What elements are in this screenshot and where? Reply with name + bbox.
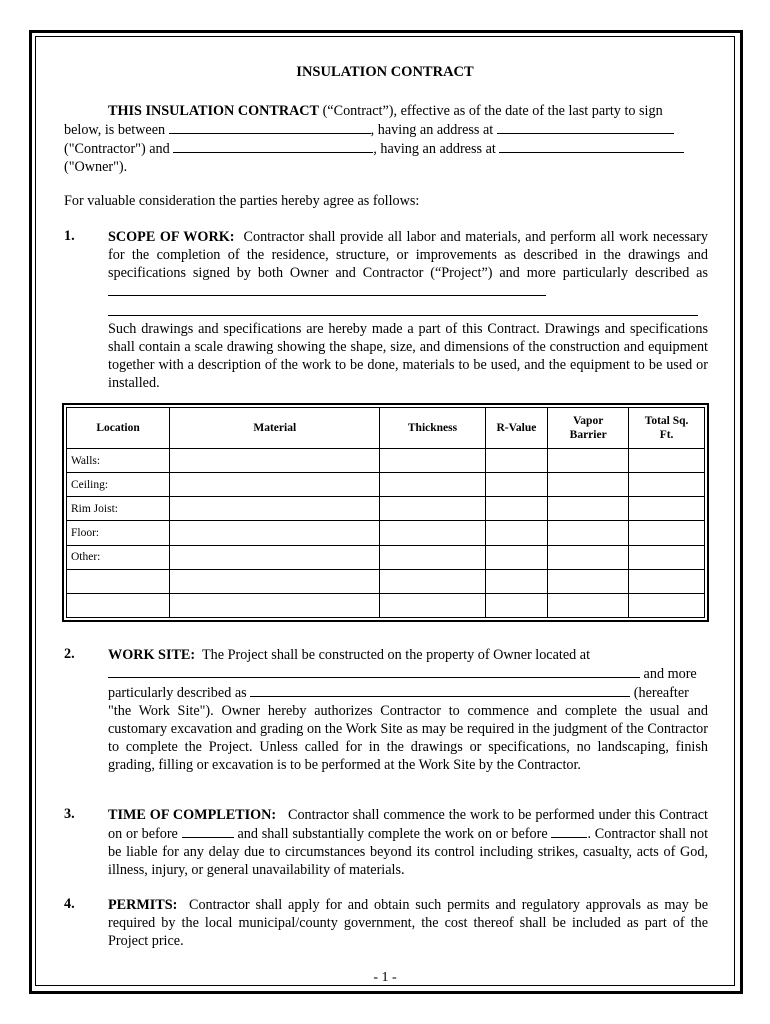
section-4-permits [108, 896, 708, 950]
intro-paragraph [64, 102, 709, 176]
table-cell[interactable] [170, 497, 380, 521]
section-3-text-c: . Contractor shall not be liable for any delay due to circumstances beyond its control including strikes, casualty, acts of God, illness, injury, or general unavailability of materials. [108, 826, 709, 878]
intro-contractor-and: ("Contractor") and [64, 141, 170, 157]
section-1-text-2: Such drawings and specifications are hereby made a part of this Contract. Drawings and specifications shall contain a scale drawing showing the shape, size, and dimensions of the construction and equipment together with a description of the work to be done, materials to be used, and the equipment to be used or installed. [108, 321, 708, 391]
table-cell[interactable] [170, 593, 380, 617]
intro-part1: (“Contract”), effective as of the date of the last party to sign [319, 103, 663, 119]
table-cell[interactable] [380, 521, 485, 545]
table-cell[interactable] [629, 497, 705, 521]
table-row [67, 545, 705, 569]
table-cell[interactable] [548, 473, 629, 497]
row-location-label: Floor: [67, 521, 170, 545]
section-3-time-of-completion [108, 806, 708, 879]
section-2-hereafter: (hereafter [633, 685, 689, 701]
section-3-text-a: Contractor shall commence the work to be performed under this Contract on or before [108, 807, 708, 842]
row-location-label: Rim Joist: [67, 497, 170, 521]
table-cell[interactable] [629, 545, 705, 569]
row-location-label: Walls: [67, 448, 170, 472]
section-2-number: 2. [64, 646, 75, 662]
table-cell[interactable] [629, 569, 705, 593]
table-cell[interactable] [485, 497, 548, 521]
table-cell[interactable] [548, 448, 629, 472]
table-cell[interactable] [485, 545, 548, 569]
property-location-blank[interactable] [108, 664, 640, 678]
table-cell[interactable] [485, 569, 548, 593]
table-cell[interactable] [485, 593, 548, 617]
row-location-label: Other: [67, 545, 170, 569]
intro-address-label-1: , having an address at [370, 122, 494, 138]
section-4-text: Contractor shall apply for and obtain such permits and regulatory approvals as may be required by the local municipal/county government, the cost thereof shall be included as part of the Project price. [108, 897, 709, 949]
table-cell[interactable] [170, 545, 380, 569]
table-cell[interactable] [380, 497, 485, 521]
section-4-heading: PERMITS: [108, 897, 178, 913]
project-description-blank-2[interactable] [108, 301, 698, 316]
owner-name-blank[interactable] [173, 139, 373, 153]
section-2-particularly: particularly described as [108, 685, 247, 701]
section-2-text: The Project shall be constructed on the property of Owner located at [201, 647, 591, 663]
owner-address-blank[interactable] [499, 139, 684, 153]
intro-bold-lead: THIS INSULATION CONTRACT [108, 103, 320, 119]
section-3-number: 3. [64, 806, 75, 822]
table-cell[interactable] [380, 545, 485, 569]
table-cell[interactable] [485, 473, 548, 497]
table-cell[interactable] [380, 569, 485, 593]
table-cell[interactable] [380, 473, 485, 497]
table-cell[interactable] [170, 473, 380, 497]
table-cell[interactable] [170, 448, 380, 472]
table-cell[interactable] [380, 448, 485, 472]
table-header-row [67, 408, 705, 449]
table-cell[interactable] [67, 593, 170, 617]
intro-between: below, is between [64, 122, 166, 138]
table-row [67, 593, 705, 617]
table-row [67, 497, 705, 521]
section-1-text: Contractor shall provide all labor and materials, and perform all work necessary for the completion of the residence, structure, or improvements as described in the drawings and specifications signed by both Owner and Contractor (“Project”) and more particularly described as [108, 229, 709, 281]
section-4-number: 4. [64, 896, 75, 912]
page-number: - 1 - [373, 970, 397, 985]
table-cell[interactable] [485, 521, 548, 545]
consideration-text: For valuable consideration the parties hereby agree as follows: [64, 193, 420, 209]
table-cell[interactable] [548, 569, 629, 593]
contractor-address-blank[interactable] [497, 120, 674, 134]
table-cell[interactable] [380, 593, 485, 617]
section-2-work-site [108, 646, 708, 774]
table-cell[interactable] [548, 545, 629, 569]
table-row [67, 521, 705, 545]
section-2-heading: WORK SITE: [108, 647, 196, 663]
table-header: Location [67, 408, 170, 449]
section-1-number: 1. [64, 228, 75, 244]
table-header: Material [170, 408, 380, 449]
table-cell[interactable] [548, 593, 629, 617]
table-header: R-Value [485, 408, 548, 449]
table-header: Total Sq. Ft. [629, 408, 705, 449]
section-2-text-2: "the Work Site"). Owner hereby authorizes Contractor to commence and complete the usual and customary excavation and grading on the Work Site as may be required in the judgment of the Contractor to complete the Project. Unless called for in the drawings or specifications, no landscaping, finish grading, filling or excavation is to be performed at the Work Site by the Contractor. [108, 703, 708, 773]
intro-address-label-2: , having an address at [373, 141, 496, 157]
document-title: INSULATION CONTRACT [296, 64, 474, 80]
table-cell[interactable] [629, 593, 705, 617]
table-row [67, 569, 705, 593]
table-row [67, 448, 705, 472]
table-cell[interactable] [67, 569, 170, 593]
table-header: Vapor Barrier [548, 408, 629, 449]
table-cell[interactable] [170, 521, 380, 545]
section-2-and-more: and more [643, 666, 697, 682]
section-3-heading: TIME OF COMPLETION: [108, 807, 277, 823]
table-cell[interactable] [629, 473, 705, 497]
section-3-text-b: and shall substantially complete the work on or before [237, 826, 548, 842]
project-description-blank-1[interactable] [108, 282, 546, 296]
table-cell[interactable] [629, 521, 705, 545]
contractor-name-blank[interactable] [169, 120, 371, 134]
table-cell[interactable] [485, 448, 548, 472]
completion-date-blank[interactable] [551, 824, 587, 838]
table-cell[interactable] [629, 448, 705, 472]
insulation-table [62, 403, 709, 622]
table-cell[interactable] [548, 497, 629, 521]
row-location-label: Ceiling: [67, 473, 170, 497]
table-row [67, 473, 705, 497]
table-cell[interactable] [548, 521, 629, 545]
table-header: Thickness [380, 408, 485, 449]
property-description-blank[interactable] [250, 683, 630, 697]
table-cell[interactable] [170, 569, 380, 593]
intro-owner: ("Owner"). [64, 159, 128, 175]
section-1-heading: SCOPE OF WORK: [108, 229, 235, 245]
commence-date-blank[interactable] [182, 824, 234, 838]
section-1-scope [108, 228, 708, 392]
